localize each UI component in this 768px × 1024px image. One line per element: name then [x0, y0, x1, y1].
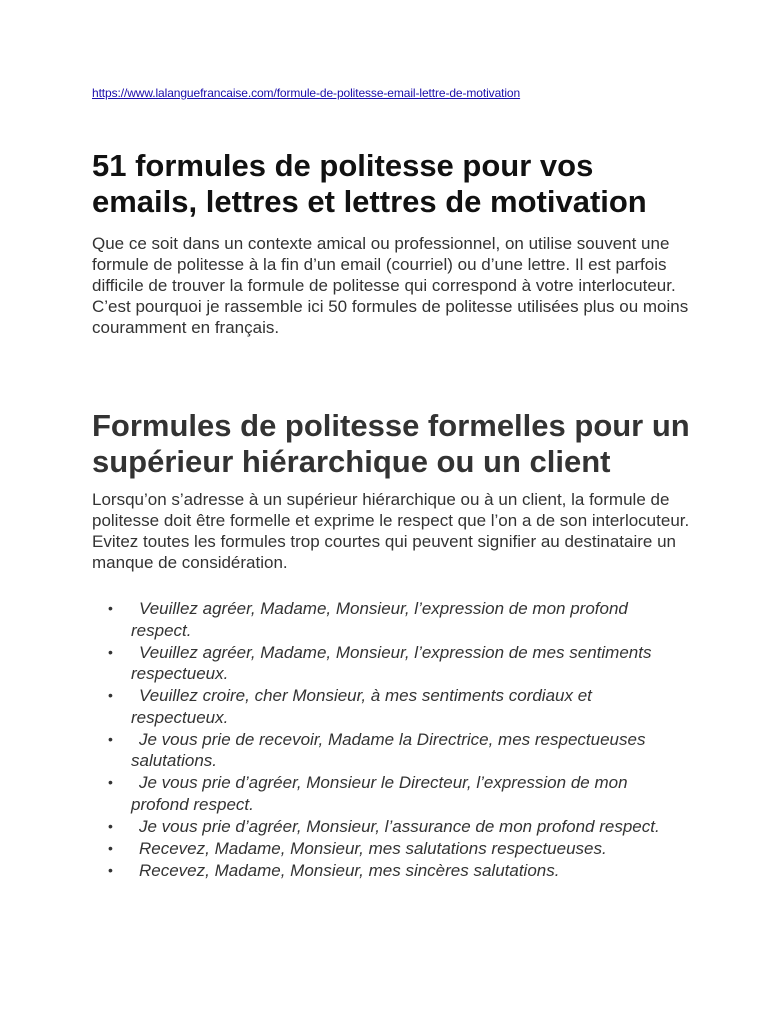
formula-list: [0, 598, 768, 882]
list-item: [0, 860, 671, 882]
bullet-icon: •: [108, 817, 113, 834]
formula-text: Recevez, Madame, Monsieur, mes salutations respectueuses.: [139, 839, 607, 859]
formula-text: Veuillez croire, cher Monsieur, à mes sentiments cordiaux et respectueux.: [131, 686, 592, 727]
list-item: [0, 772, 671, 815]
bullet-icon: •: [108, 840, 113, 857]
bullet-icon: •: [108, 600, 113, 616]
bullet-icon: •: [108, 687, 113, 704]
formula-text: Recevez, Madame, Monsieur, mes sincères salutations.: [139, 861, 560, 881]
formula-text: Veuillez agréer, Madame, Monsieur, l’expression de mon profond respect.: [131, 599, 628, 640]
source-link[interactable]: https://www.lalanguefrancaise.com/formule-de-politesse-email-lettre-de-motivation: [92, 86, 521, 100]
list-item: [0, 729, 671, 772]
section-title: Formules de politesse formelles pour un supérieur hiérarchique ou un client: [92, 408, 690, 479]
formula-text: Veuillez agréer, Madame, Monsieur, l’expression de mes sentiments respectueux.: [131, 642, 652, 684]
list-item: [0, 685, 671, 728]
section-intro-paragraph: Lorsqu’on s’adresse à un supérieur hiérarchique ou à un client, la formule de politesse doit être formelle et exprime le respect que l’on a de son interlocuteur. Evitez toutes les formules trop courtes qui peuvent signifier au destinataire un manque de considération.: [92, 490, 690, 572]
formula-text: Je vous prie d’agréer, Monsieur le Directeur, l’expression de mon profond respect.: [131, 773, 628, 814]
bullet-icon: •: [108, 862, 113, 879]
bullet-icon: •: [108, 730, 113, 747]
list-item: [0, 816, 671, 838]
bullet-icon: •: [108, 643, 113, 660]
page-title: 51 formules de politesse pour vos emails, lettres et lettres de motivation: [92, 148, 647, 219]
list-item: [0, 598, 671, 641]
bullet-icon: •: [108, 774, 113, 791]
list-item: [0, 838, 671, 860]
formula-text: Je vous prie d’agréer, Monsieur, l’assurance de mon profond respect.: [139, 816, 660, 836]
intro-paragraph: Que ce soit dans un contexte amical ou professionnel, on utilise souvent une formule de politesse à la fin d’un email (courriel) ou d’une lettre. Il est parfois difficile de trouver la formule de politesse qui correspond à votre interlocuteur. C’est pourquoi je rassemble ici 50 formules de politesse utilisées plus ou moins couramment en français.: [92, 234, 689, 337]
formula-text: Je vous prie de recevoir, Madame la Directrice, mes respectueuses salutations.: [131, 729, 646, 771]
list-item: [0, 642, 671, 685]
